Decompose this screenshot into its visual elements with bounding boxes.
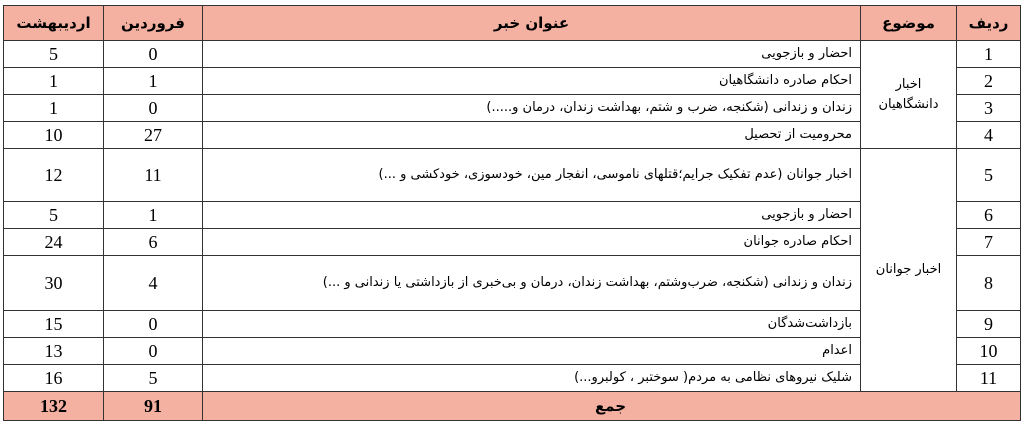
cell-title: اخبار جوانان (عدم تفکیک جرایم؛قتلهای ناموسی، انفجار مین، خودسوزی، خودکشی و ...): [203, 149, 861, 202]
cell-title: احکام صادره دانشگاهیان: [203, 68, 861, 95]
cell-ordibehesht: 30: [4, 256, 104, 311]
total-row: [4, 392, 1021, 421]
total-farvardin: 91: [104, 392, 203, 421]
header-radif: ردیف: [957, 6, 1021, 41]
cell-farvardin: 0: [104, 95, 203, 122]
cell-title: احضار و بازجویی: [203, 202, 861, 229]
group-youth: اخبار جوانان: [861, 149, 957, 392]
cell-ordibehesht: 1: [4, 68, 104, 95]
cell-title: محرومیت از تحصیل: [203, 122, 861, 149]
table-row: [4, 41, 1021, 68]
cell-radif: 8: [957, 256, 1021, 311]
cell-ordibehesht: 10: [4, 122, 104, 149]
header-onvan: عنوان خبر: [203, 6, 861, 41]
cell-farvardin: 0: [104, 338, 203, 365]
cell-radif: 5: [957, 149, 1021, 202]
header-farvardin: فروردین: [104, 6, 203, 41]
cell-radif: 11: [957, 365, 1021, 392]
cell-farvardin: 1: [104, 202, 203, 229]
cell-farvardin: 0: [104, 311, 203, 338]
header-mozoo: موضوع: [861, 6, 957, 41]
cell-title: زندان و زندانی (شکنجه، ضرب‌وشتم، بهداشت زندان، درمان و بی‌خبری از بازداشتی یا زندانی و ...): [203, 256, 861, 311]
cell-farvardin: 4: [104, 256, 203, 311]
cell-ordibehesht: 13: [4, 338, 104, 365]
table-row: [4, 149, 1021, 202]
cell-ordibehesht: 5: [4, 202, 104, 229]
cell-radif: 9: [957, 311, 1021, 338]
news-stats-table: [3, 5, 1021, 421]
cell-title: زندان و زندانی (شکنجه، ضرب و شتم، بهداشت زندان، درمان و.....): [203, 95, 861, 122]
cell-radif: 2: [957, 68, 1021, 95]
cell-ordibehesht: 5: [4, 41, 104, 68]
total-ordibehesht: 132: [4, 392, 104, 421]
cell-radif: 4: [957, 122, 1021, 149]
group-students: اخبار دانشگاهیان: [861, 41, 957, 149]
cell-farvardin: 11: [104, 149, 203, 202]
header-row: [4, 6, 1021, 41]
cell-farvardin: 1: [104, 68, 203, 95]
cell-title: احکام صادره جوانان: [203, 229, 861, 256]
cell-ordibehesht: 12: [4, 149, 104, 202]
cell-farvardin: 6: [104, 229, 203, 256]
cell-farvardin: 0: [104, 41, 203, 68]
cell-radif: 7: [957, 229, 1021, 256]
cell-farvardin: 5: [104, 365, 203, 392]
cell-radif: 1: [957, 41, 1021, 68]
total-label: جمع: [203, 392, 1021, 421]
cell-title: احضار و بازجویی: [203, 41, 861, 68]
cell-ordibehesht: 1: [4, 95, 104, 122]
cell-ordibehesht: 24: [4, 229, 104, 256]
cell-radif: 6: [957, 202, 1021, 229]
cell-radif: 10: [957, 338, 1021, 365]
cell-title: اعدام: [203, 338, 861, 365]
cell-title: شلیک نیروهای نظامی به مردم( سوختبر ، کولبرو...): [203, 365, 861, 392]
cell-title: بازداشت‌شدگان: [203, 311, 861, 338]
cell-ordibehesht: 15: [4, 311, 104, 338]
header-ordibehesht: اردیبهشت: [4, 6, 104, 41]
cell-radif: 3: [957, 95, 1021, 122]
cell-farvardin: 27: [104, 122, 203, 149]
cell-ordibehesht: 16: [4, 365, 104, 392]
